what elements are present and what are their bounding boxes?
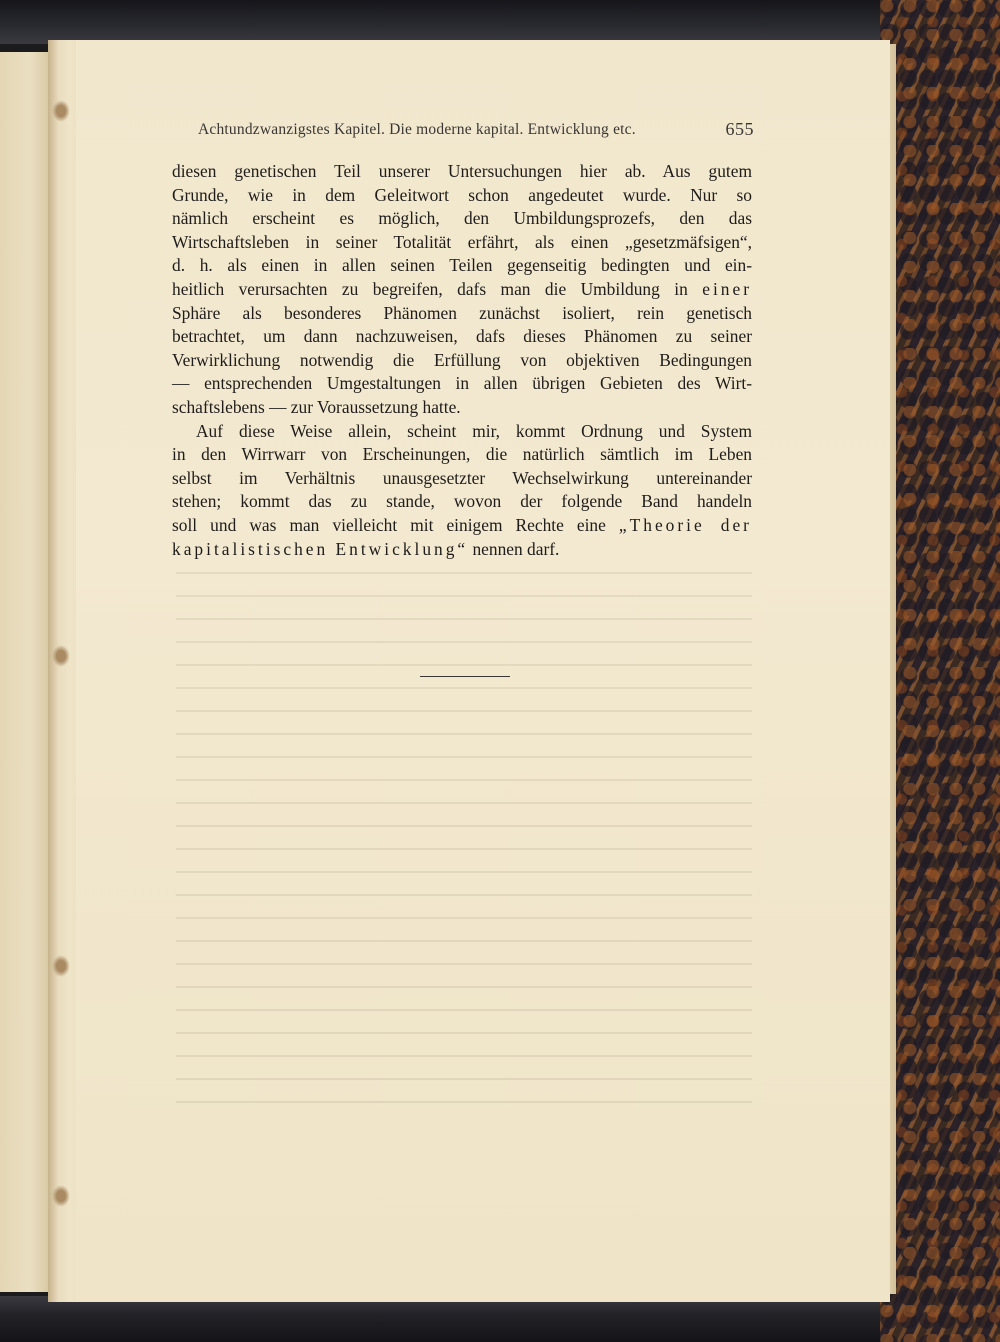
text-line: — entsprechenden Umgestaltungen in allen übrigen Gebieten des Wirt-: [172, 373, 752, 394]
text-line-with-emphasis: [172, 514, 752, 538]
book-gutter: [48, 40, 78, 1302]
binding-stitch: [52, 1185, 70, 1207]
page-number: 655: [725, 119, 754, 139]
text-line: Auf diese Weise allein, scheint mir, kommt Ordnung und System: [196, 420, 752, 441]
section-end-rule: [420, 676, 510, 677]
text-fragment: nennen darf.: [468, 538, 560, 559]
text-line-with-emphasis: [172, 278, 752, 302]
text-line: Verwirklichung notwendig die Erfüllung von objektiven Bedingungen: [172, 349, 752, 370]
text-fragment: soll und was man vielleicht mit einigem Rechte eine: [172, 514, 606, 535]
running-head: [198, 121, 758, 139]
spaced-emphasis: „Theorie der: [618, 514, 752, 535]
spaced-emphasis: einer: [702, 278, 752, 299]
text-line: stehen; kommt das zu stande, wovon der folgende Band handeln: [172, 491, 752, 512]
text-line-with-emphasis: [172, 538, 752, 562]
top-binding-edge: [0, 0, 1000, 44]
text-line: Sphäre als besonderes Phänomen zunächst isoliert, rein genetisch: [172, 302, 752, 323]
text-fragment: heitlich verursachten zu begreifen, dafs man die Umbildung in: [172, 278, 688, 299]
body-text: [172, 160, 752, 561]
marbled-cover-board: [880, 0, 1000, 1342]
binding-stitch: [52, 100, 70, 122]
spaced-emphasis: kapitalistischen Entwicklung“: [172, 538, 469, 559]
text-line: Grunde, wie in dem Geleitwort schon angedeutet wurde. Nur so: [172, 184, 752, 205]
text-line: diesen genetischen Teil unserer Untersuchungen hier ab. Aus gutem: [172, 161, 752, 181]
text-line: nämlich erscheint es möglich, den Umbildungsprozefs, den das: [172, 208, 752, 229]
text-line: d. h. als einen in allen seinen Teilen gegenseitig bedingten und ein-: [172, 255, 752, 276]
text-line: schaftslebens — zur Voraussetzung hatte.: [172, 396, 461, 417]
binding-stitch: [52, 645, 70, 667]
text-line: Wirtschaftsleben in seiner Totalität erfährt, als einen „gesetzmäfsigen“,: [172, 231, 752, 252]
bottom-binding-edge: [0, 1296, 1000, 1342]
text-line: betrachtet, um dann nachzuweisen, dafs dieses Phänomen zu seiner: [172, 326, 752, 347]
show-through-text: [176, 560, 752, 1120]
text-line: selbst im Verhältnis unausgesetzter Wechselwirkung untereinander: [172, 467, 752, 488]
running-head-title: Achtundzwanzigstes Kapitel. Die moderne kapital. Entwicklung etc.: [198, 121, 636, 138]
binding-stitch: [52, 955, 70, 977]
text-line: in den Wirrwarr von Erscheinungen, die natürlich sämtlich im Leben: [172, 444, 752, 465]
facing-page-edge: [0, 52, 50, 1292]
